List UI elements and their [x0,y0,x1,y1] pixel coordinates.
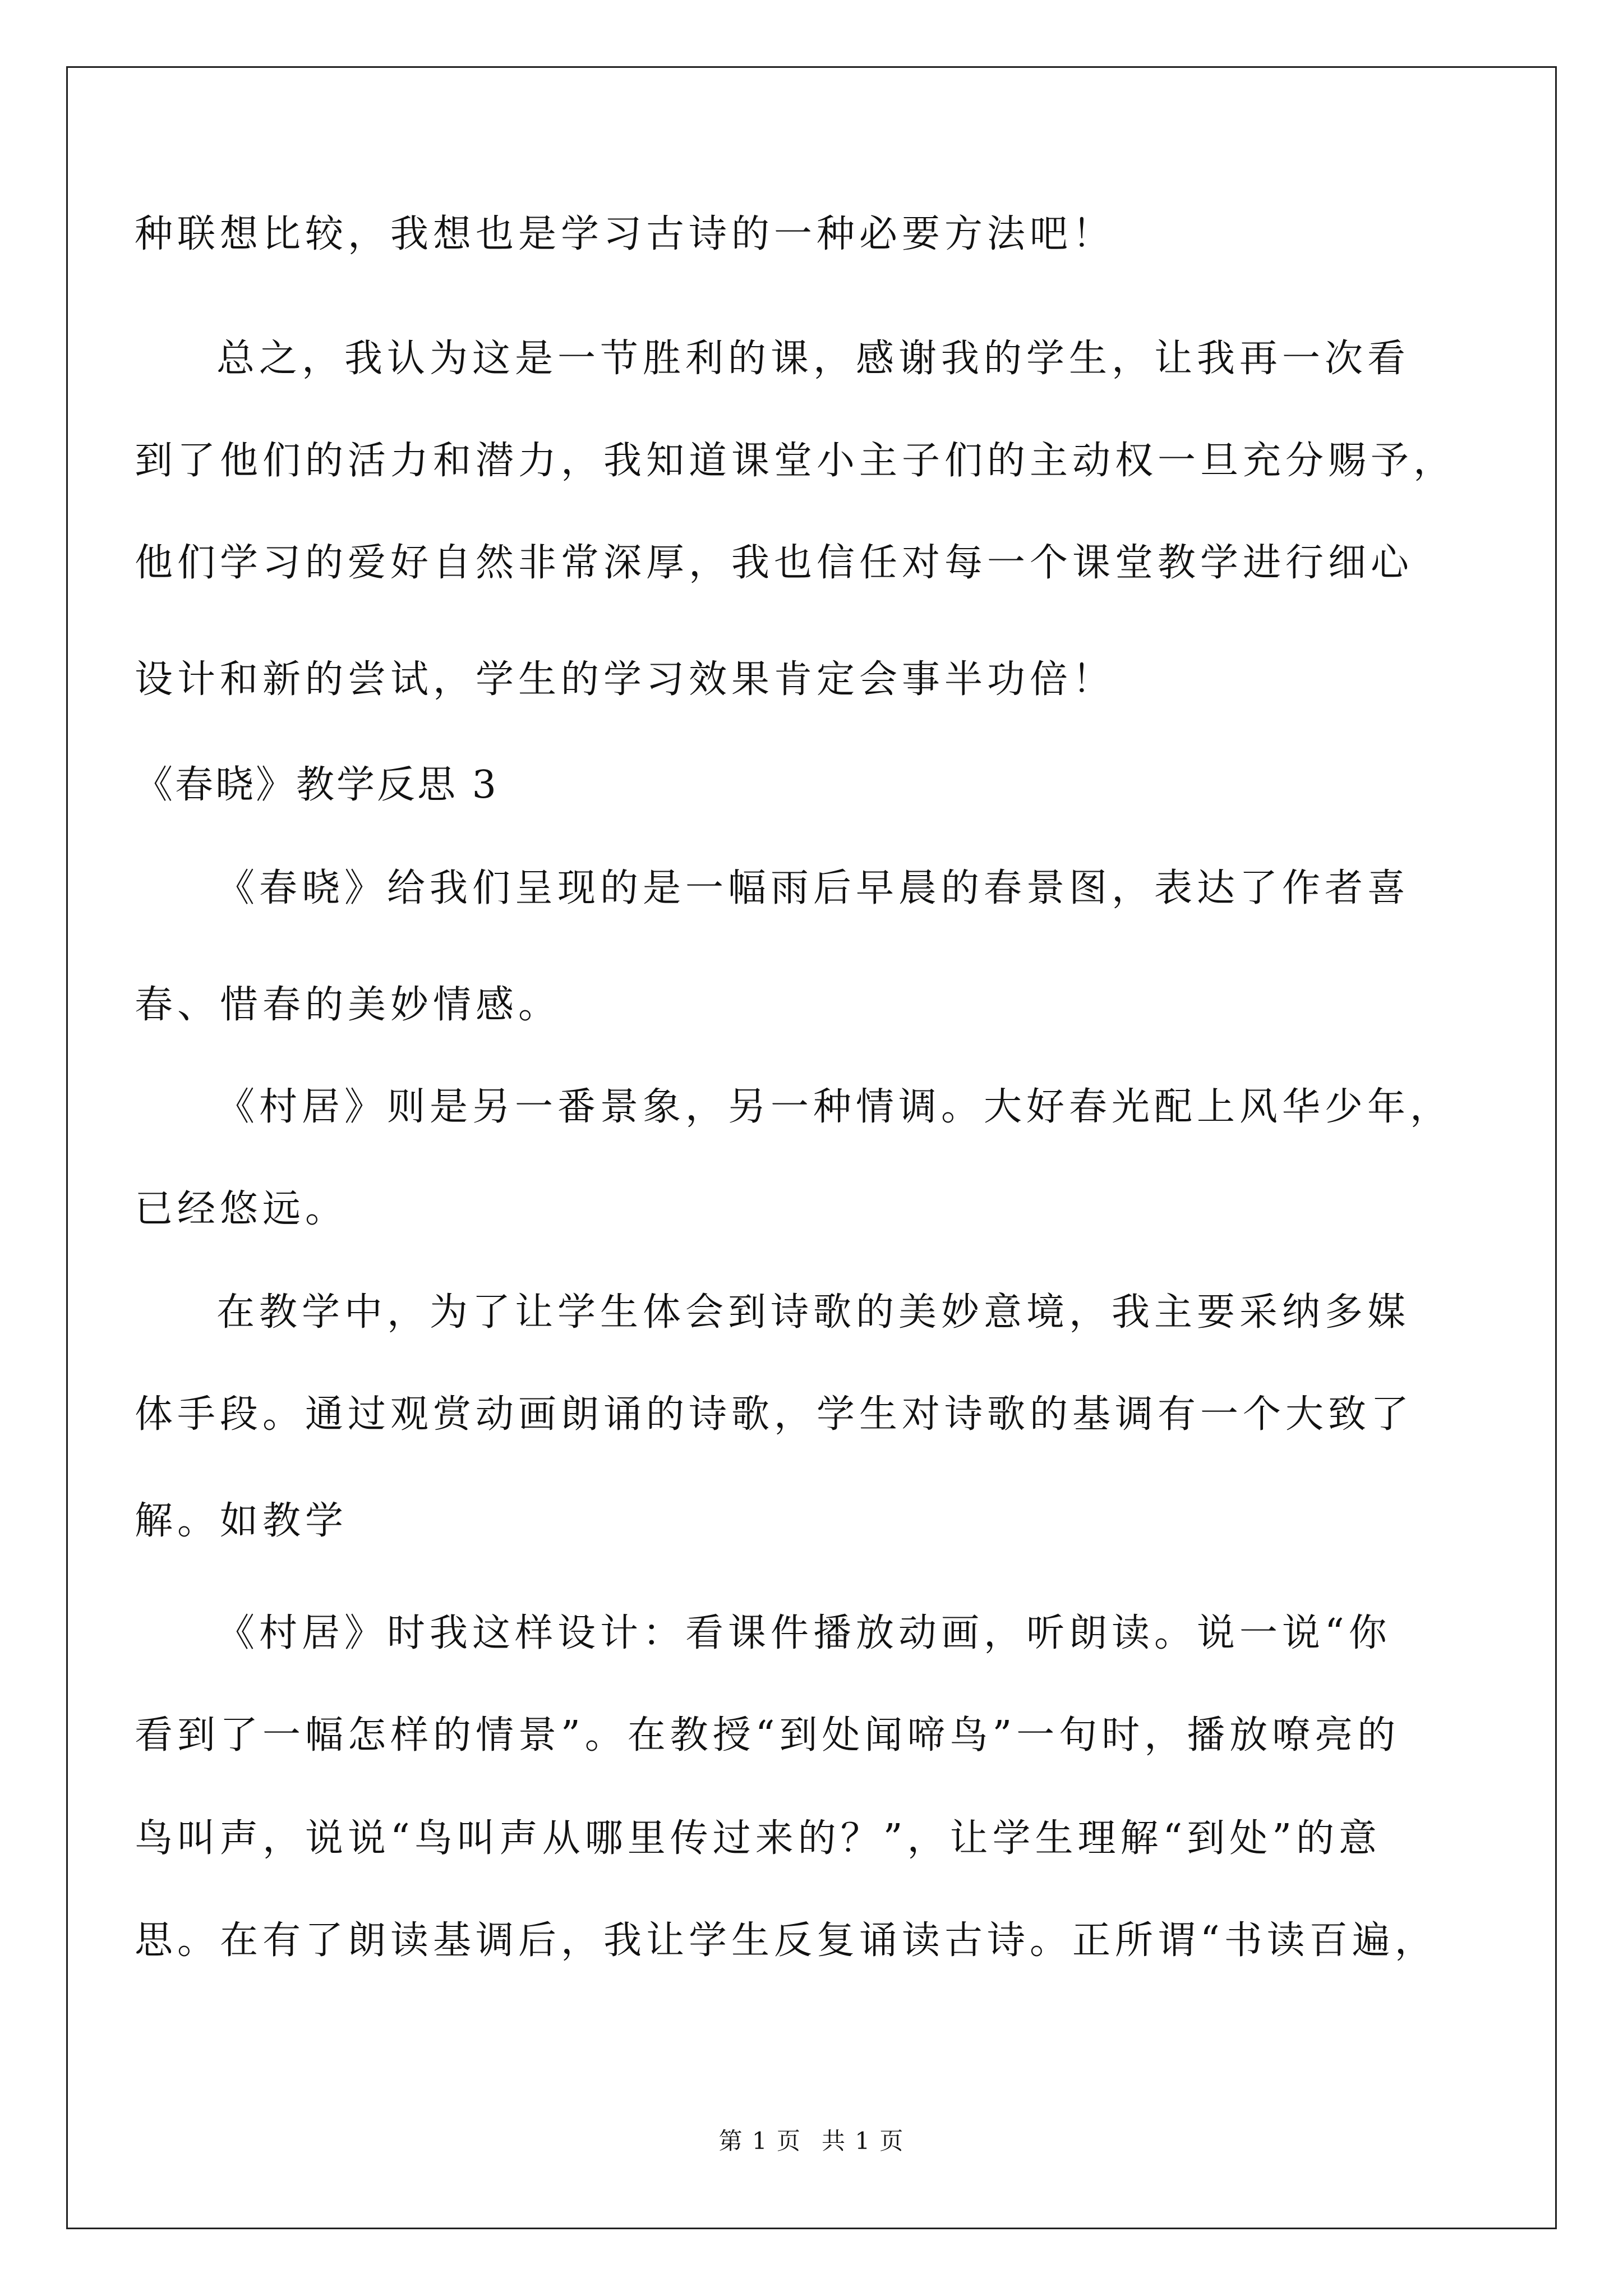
paragraph-line: 《春晓》给我们呈现的是一幅雨后早晨的春景图，表达了作者喜 [216,866,1410,910]
paragraph-line: 鸟叫声，说说“鸟叫声从哪里传过来的？”，让学生理解“到处”的意 [135,1816,1382,1861]
paragraph-line: 总之，我认为这是一节胜利的课，感谢我的学生，让我再一次看 [216,337,1410,381]
paragraph-line: 看到了一幅怎样的情景”。在教授“到处闻啼鸟”一句时，播放嘹亮的 [135,1713,1400,1757]
page-total: 共 1 页 [822,2127,905,2155]
page-number: 第 1 页 [718,2127,801,2155]
paragraph-line: 已经悠远。 [135,1187,348,1231]
paragraph-line: 在教学中，为了让学生体会到诗歌的美妙意境，我主要采纳多媒 [216,1290,1410,1335]
paragraph-line: 解。如教学 [135,1499,348,1543]
page-border [66,66,1557,2229]
paragraph-line: 思。在有了朗读基调后，我让学生反复诵读古诗。正所谓“书读百遍， [135,1918,1437,1963]
paragraph-line: 到了他们的活力和潜力，我知道课堂小主子们的主动权一旦充分赐予， [135,439,1456,483]
paragraph-line: 《村居》则是另一番景象，另一种情调。大好春光配上风华少年， [216,1085,1453,1129]
paragraph-line: 设计和新的尝试，学生的学习效果肯定会事半功倍！ [135,657,1115,702]
paragraph-line: 《村居》时我这样设计：看课件播放动画，听朗读。说一说“你 [216,1611,1391,1655]
page-footer [0,2127,1623,2155]
paragraph-line: 种联想比较，我想也是学习古诗的一种必要方法吧！ [135,212,1115,256]
paragraph-line: 他们学习的爱好自然非常深厚，我也信任对每一个课堂教学进行细心 [135,541,1414,585]
paragraph-line: 体手段。通过观赏动画朗诵的诗歌，学生对诗歌的基调有一个大致了 [135,1392,1414,1437]
paragraph-line: 春、惜春的美妙情感。 [135,983,561,1027]
section-heading: 《春晓》教学反思 3 [135,763,499,807]
